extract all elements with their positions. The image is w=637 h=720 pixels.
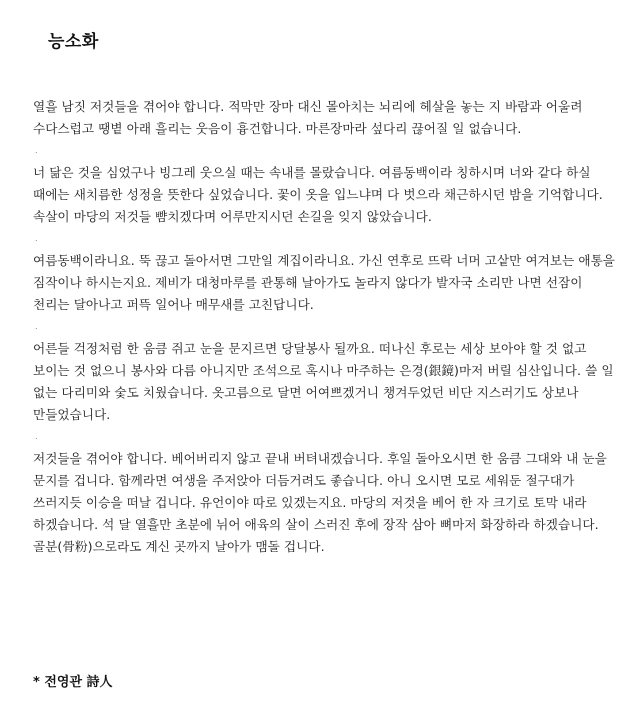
poem-paragraph-1: 열흘 남짓 저것들을 겪어야 합니다. 적막만 장마 대신 몰아치는 뇌리에 헤살을 놓는 지 바람과 어울려 수다스럽고 땡볕 아래 흘리는 웃음이 흉건합니다. 마른장마라 섶다리 끊어질 일 없습니다. bbox=[33, 99, 583, 136]
poem-paragraph-4: 어른들 걱정처럼 한 움큼 쥐고 눈을 문지르면 당달봉사 될까요. 떠나신 후로는 세상 보아야 할 것 없고 보이는 것 없으니 봉사와 다름 아니지만 조석으로 혹시나 마주하는 은경(銀鏡)마저 버릴 심산입니다. 쓸 일 없는 다리미와 숯도 치웠습니다. 옷고름으로 달면 어여쁘겠거니 챙겨두었던 비단 지스러기도 상보나 만들었습니다. bbox=[33, 341, 614, 422]
poem-paragraph-2: 너 닮은 것을 심었구나 빙그레 웃으실 때는 속내를 몰랐습니다. 여름동백이라 칭하시며 너와 같다 하실 때에는 새치름한 성정을 뜻한다 싶었습니다. 꽃이 옷을 입느냐며 다 벗으라 채근하시던 밤을 기억합니다. 속살이 마당의 저것들 뺨치겠다며 어루만지시던 손길을 잊지 않았습니다. bbox=[33, 165, 603, 224]
poem-paragraph-5: 저것들을 겪어야 합니다. 베어버리지 않고 끝내 버텨내겠습니다. 후일 돌아오시면 한 움큼 그대와 내 눈을 문지를 겁니다. 함께라면 여생을 주저앉아 더듬거려도 좋습니다. 아니 오시면 모로 세워둔 절구대가 쓰러지듯 이승을 떠날 겁니다. 유언이야 따로 있겠는지요. 마당의 저것을 베어 한 자 크기로 토막 내라 하겠습니다. 석 달 열흘만 초분에 뉘어 애육의 살이 스러진 후에 장작 삼아 뼈마저 화장하라 하겠습니다. 골분(骨粉)으로라도 계신 곳까지 날아가 맴돌 겁니다. bbox=[33, 451, 607, 554]
poem-title: 능소화 bbox=[48, 32, 99, 52]
poem-paragraph-3: 여름동백이라니요. 뚝 끊고 돌아서면 그만일 계집이라니요. 가신 연후로 뜨락 너머 고샅만 여겨보는 애통을 짐작이나 하시는지요. 제비가 대청마루를 관통해 날아가도 놀라지 않다가 발자국 소리만 나면 선잠이 천리는 달아나고 퍼뜩 일어나 매무새를 고친답니다. bbox=[33, 253, 616, 312]
author-signature: * 전영관 詩人 bbox=[33, 675, 113, 690]
paragraph-separator: . bbox=[35, 234, 38, 243]
paragraph-separator: . bbox=[35, 432, 38, 441]
paragraph-separator: . bbox=[35, 146, 38, 155]
paragraph-separator: . bbox=[35, 322, 38, 331]
poem-body bbox=[33, 96, 618, 558]
